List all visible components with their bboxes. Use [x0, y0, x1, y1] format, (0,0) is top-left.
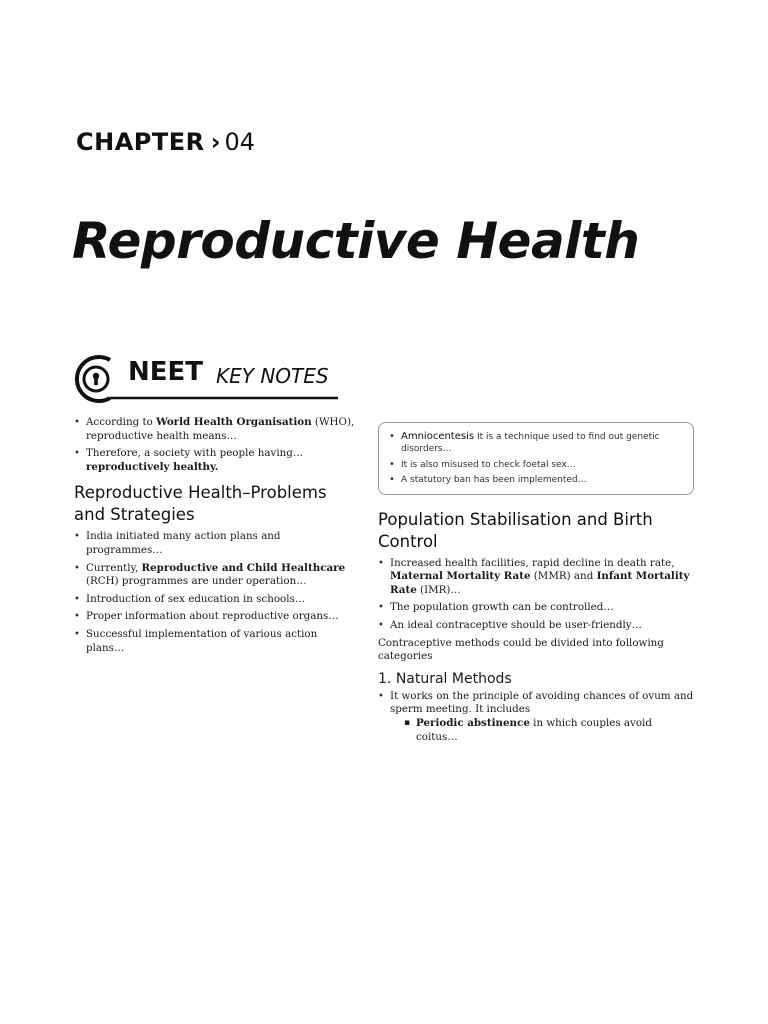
list-item: ▪ Periodic abstinence in which couples avoid coitus… [402, 717, 694, 744]
section-heading: Population Stabilisation and Birth Control [378, 509, 653, 551]
left-column [74, 416, 356, 659]
page-title: Reproductive Health [72, 212, 640, 270]
list-item: • It works on the principle of avoiding chances of ovum and sperm meeting. It includes ▪ Periodic abstinence in which couples avoid coitus… [378, 690, 694, 744]
list-item: • The population growth can be controlled… [378, 601, 694, 615]
list-item: • It is also misused to check foetal sex… [389, 459, 683, 471]
badge-neet: NEET [128, 357, 204, 387]
population-list [378, 557, 694, 633]
section-heading: Reproductive Health–Problems and Strategies [74, 483, 327, 525]
list-item: • A statutory ban has been implemented… [389, 474, 683, 486]
right-column [378, 422, 694, 748]
list-item: • Increased health facilities, rapid decline in death rate, Maternal Mortality Rate (MMR) and Infant Mortality Rate (IMR)… [378, 557, 694, 598]
badge-key-notes: KEY NOTES [216, 364, 329, 388]
chevron-right-icon: › [210, 128, 221, 156]
amniocentesis-callout [378, 422, 694, 495]
subsection-heading: 1. Natural Methods [378, 670, 512, 687]
list-item: • Proper information about reproductive organs… [74, 610, 356, 624]
list-item: • Currently, Reproductive and Child Healthcare (RCH) programmes are under operation… [74, 562, 356, 589]
natural-sub-list [402, 717, 694, 744]
list-item: • Introduction of sex education in schools… [74, 593, 356, 607]
chapter-label [76, 128, 255, 156]
list-item: • Successful implementation of various action plans… [74, 628, 356, 655]
categories-text: Contraceptive methods could be divided into following categories [378, 636, 664, 663]
chapter-number: 04 [224, 128, 256, 156]
neet-key-notes-badge [72, 352, 344, 406]
list-item: • Therefore, a society with people having…reproductively healthy. [74, 447, 356, 474]
list-item: • Amniocentesis It is a technique used to find out genetic disorders… [389, 431, 683, 456]
chapter-word: CHAPTER [76, 128, 205, 156]
intro-list [74, 416, 356, 474]
list-item: • India initiated many action plans and programmes… [74, 530, 356, 557]
list-item: • An ideal contraceptive should be user-friendly… [378, 619, 694, 633]
natural-methods-list [378, 690, 694, 744]
list-item: • According to World Health Organisation (WHO), reproductive health means… [74, 416, 356, 443]
strategies-list [74, 530, 356, 655]
